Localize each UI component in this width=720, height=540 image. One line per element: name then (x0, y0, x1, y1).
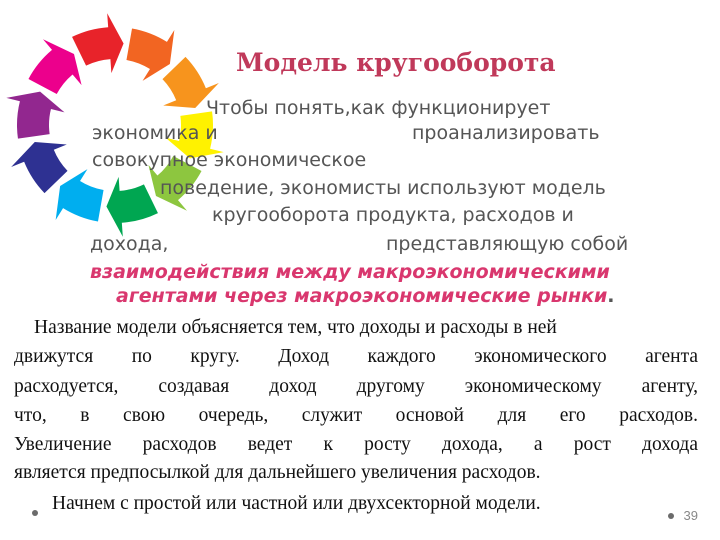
intro-line-6b: представляющую собой (386, 233, 629, 255)
intro-line-5: кругооборота продукта, расходов и (212, 204, 574, 226)
intro-emphasis-line-2 (116, 284, 615, 308)
page-number: 39 (683, 508, 698, 523)
cycle-arrow-segment (11, 142, 67, 193)
body-line-4: что, в свою очередь, служит основой для его расходов. (14, 405, 698, 426)
intro-emphasis-text: агентами через макроэкономические рынки (116, 285, 608, 307)
body-line-2: движутся по кругу. Доход каждого экономического агента (14, 346, 698, 367)
cycle-arrow-segment (6, 92, 64, 139)
body-line-3: расходуется, создавая доход другому экономическому агенту, (14, 376, 698, 397)
bullet-dot (32, 510, 38, 516)
body-line-5: Увеличение расходов ведет к росту дохода, а рост дохода (14, 434, 698, 455)
intro-line-4: поведение, экономисты используют модель (160, 177, 606, 199)
closing-line: Начнем с простой или частной или двухсекторной модели. (52, 493, 541, 514)
body-line-1: Название модели объясняется тем, что доходы и расходы в ней (34, 317, 557, 338)
page-number-dot (668, 513, 674, 519)
intro-line-2a: экономика и (92, 122, 218, 144)
intro-line-1: Чтобы понять,как функционирует (206, 97, 551, 119)
intro-line-6a: дохода, (90, 233, 169, 255)
intro-line-2b: проанализировать (412, 122, 600, 144)
cycle-arrow-segment (106, 177, 158, 237)
cycle-arrow-segment (28, 39, 81, 94)
intro-emphasis-line-1: взаимодействия между макроэкономическими (90, 261, 610, 283)
cycle-arrow-segment (126, 28, 174, 80)
cycle-arrow-segment (72, 13, 124, 73)
cycle-arrow-segment (56, 169, 104, 221)
intro-emphasis-period: . (607, 285, 615, 307)
body-line-6: является предпосылкой для дальнейшего увеличения расходов. (14, 462, 541, 483)
intro-line-3: совокупное экономическое (92, 149, 367, 171)
slide-title: Модель кругооборота (236, 48, 556, 77)
